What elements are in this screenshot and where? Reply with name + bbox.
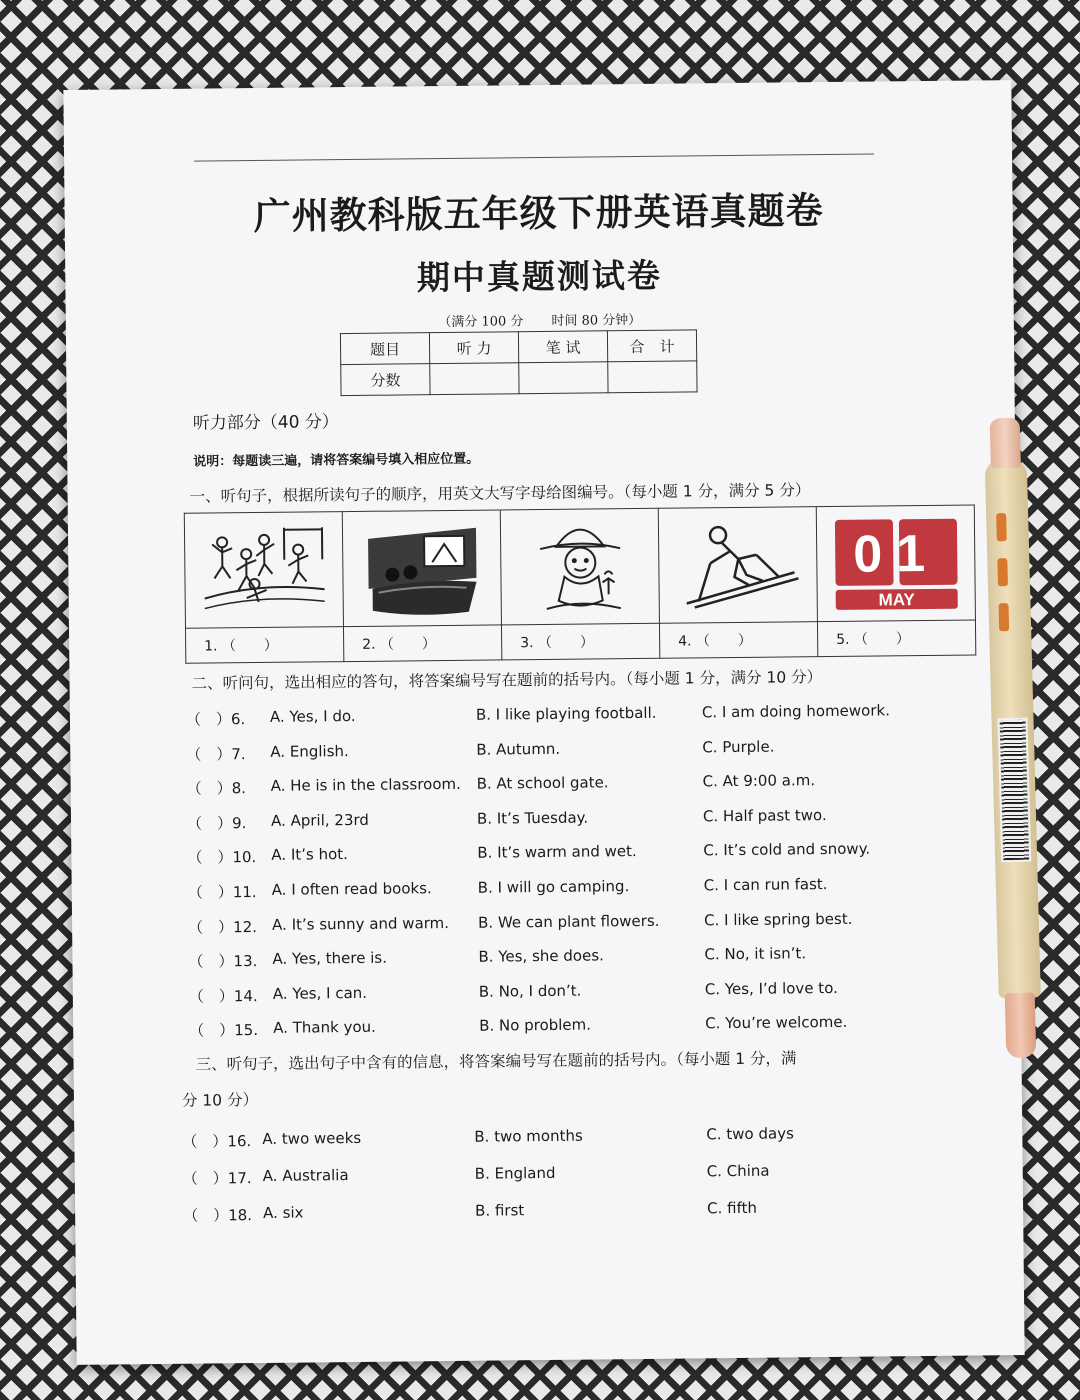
picture-answer-1[interactable]: 1. （ ） [185,627,343,664]
option-a: A. English. [270,741,349,761]
girl-planting-picture [515,516,644,617]
answer-bracket[interactable]: （ ）17. [182,1169,252,1188]
answer-bracket[interactable]: （ ）6. [185,710,246,729]
calendar-picture [830,513,961,614]
answer-bracket[interactable]: （ ）7. [186,744,246,764]
picture-cell [816,505,975,622]
answer-bracket[interactable]: （ ）9. [186,813,247,833]
instructions: 说明：每题读三遍，请将答案编号填入相应位置。 [193,451,480,470]
score-input-total[interactable] [608,361,697,393]
calendar-month-text: MAY [878,590,915,610]
pen-cap [990,418,1021,469]
header-rule [194,154,874,162]
answer-bracket[interactable]: （ ）11. [187,883,257,902]
option-b: B. England [474,1163,556,1183]
option-a: A. two weeks [262,1128,362,1148]
answer-bracket[interactable]: （ ）16. [182,1132,252,1151]
option-a: A. He is in the classroom. [270,775,461,796]
option-c: C. China [706,1161,770,1181]
picture-answer-2[interactable]: 2. （ ） [343,625,501,662]
option-a: A. It’s hot. [271,845,348,865]
option-b: B. It’s warm and wet. [477,842,637,863]
score-input-written[interactable] [519,362,608,394]
option-c: C. I can run fast. [703,875,828,895]
picture-answer-5[interactable]: 5. （ ） [817,620,975,657]
option-c: C. It’s cold and snowy. [703,839,871,860]
full-score: （满分 100 分 [438,314,524,331]
exam-time: 时间 80 分钟） [551,312,642,329]
option-b: B. We can plant flowers. [477,911,660,932]
option-a: A. Yes, there is. [272,948,388,969]
option-c: C. No, it isn’t. [704,944,807,964]
picture-cell [184,512,343,629]
option-a: A. Yes, I do. [269,706,356,726]
score-cell: 分数 [341,364,430,396]
score-input-listening[interactable] [430,363,519,395]
score-cell: 合 计 [607,330,696,362]
option-b: B. At school gate. [476,773,609,793]
score-table-value-row [341,361,697,396]
answer-bracket[interactable]: （ ）15. [189,1021,259,1041]
option-a: A. six [263,1203,304,1222]
part3-heading-line2: 分 10 分） [181,1091,259,1110]
option-a: A. April, 23rd [270,810,369,830]
part3-heading-line1: 三、听句子，选出句子中含有的信息，将答案编号写在题前的括号内。（每小题 1 分，满 [195,1049,797,1074]
exam-paper [63,80,1024,1365]
pen-stripe [996,513,1007,541]
option-c: C. Purple. [702,737,775,756]
score-cell: 笔 试 [518,331,607,363]
score-cell: 题目 [340,333,429,365]
option-b: B. Autumn. [476,739,561,759]
option-b: B. It’s Tuesday. [476,808,589,828]
skiing-picture [673,514,802,615]
picture-cell [342,510,501,627]
listening-heading: 听力部分（40 分） [192,412,339,434]
option-b: B. first [475,1201,525,1220]
pen-barcode [997,718,1031,863]
answer-bracket[interactable]: （ ）10. [187,848,257,868]
option-b: B. I will go camping. [477,877,630,897]
answer-bracket[interactable]: （ ）18. [183,1206,253,1225]
picture-table [184,504,977,663]
option-a: A. It’s sunny and warm. [272,913,450,934]
option-a: A. Australia [262,1166,349,1185]
option-b: B. No problem. [479,1015,592,1036]
option-c: C. You’re welcome. [705,1013,848,1033]
option-b: B. I like playing football. [475,703,657,724]
option-c: C. I like spring best. [703,909,853,929]
score-table [340,329,698,396]
exam-meta [66,305,1014,334]
score-table-header-row [340,330,696,365]
part1-heading: 一、听句子，根据所读句子的顺序，用英文大写字母给图编号。（每小题 1 分，满分 5 分） [189,481,811,506]
option-b: B. No, I don’t. [478,981,582,1001]
picture-answer-3[interactable]: 3. （ ） [501,623,659,660]
answer-bracket[interactable]: （ ）13. [188,952,258,971]
option-a: A. Thank you. [273,1018,376,1038]
exam-title: 广州教科版五年级下册英语真题卷 [253,188,824,239]
cinema-picture [357,518,486,619]
option-b: B. two months [474,1126,583,1146]
picture-answer-4[interactable]: 4. （ ） [659,622,817,659]
option-c: C. fifth [707,1198,758,1218]
picture-cell [658,507,817,624]
option-c: C. two days [706,1124,794,1144]
running-race-picture [199,519,328,620]
pen-stripe [998,603,1009,631]
answer-bracket[interactable]: （ ）12. [188,917,258,937]
calendar-day-text: 01 [852,524,939,584]
score-cell: 听 力 [429,332,518,364]
answer-bracket[interactable]: （ ）14. [188,986,258,1006]
exam-subtitle: 期中真题测试卷 [416,255,663,298]
answer-bracket[interactable]: （ ）8. [186,779,247,798]
option-c: C. Half past two. [702,805,827,826]
option-b: B. Yes, she does. [478,946,604,966]
option-c: C. At 9:00 a.m. [702,771,816,791]
option-a: A. Yes, I can. [272,983,368,1003]
option-a: A. I often read books. [271,879,432,899]
option-c: C. I am doing homework. [701,701,891,722]
pen-tip [1005,993,1037,1059]
pen-stripe [997,558,1008,586]
picture-cell [500,508,659,625]
option-c: C. Yes, I’d love to. [704,978,838,999]
part2-heading: 二、听问句，选出相应的答句，将答案编号写在题前的括号内。（每小题 1 分，满分 10 分） [191,668,823,693]
